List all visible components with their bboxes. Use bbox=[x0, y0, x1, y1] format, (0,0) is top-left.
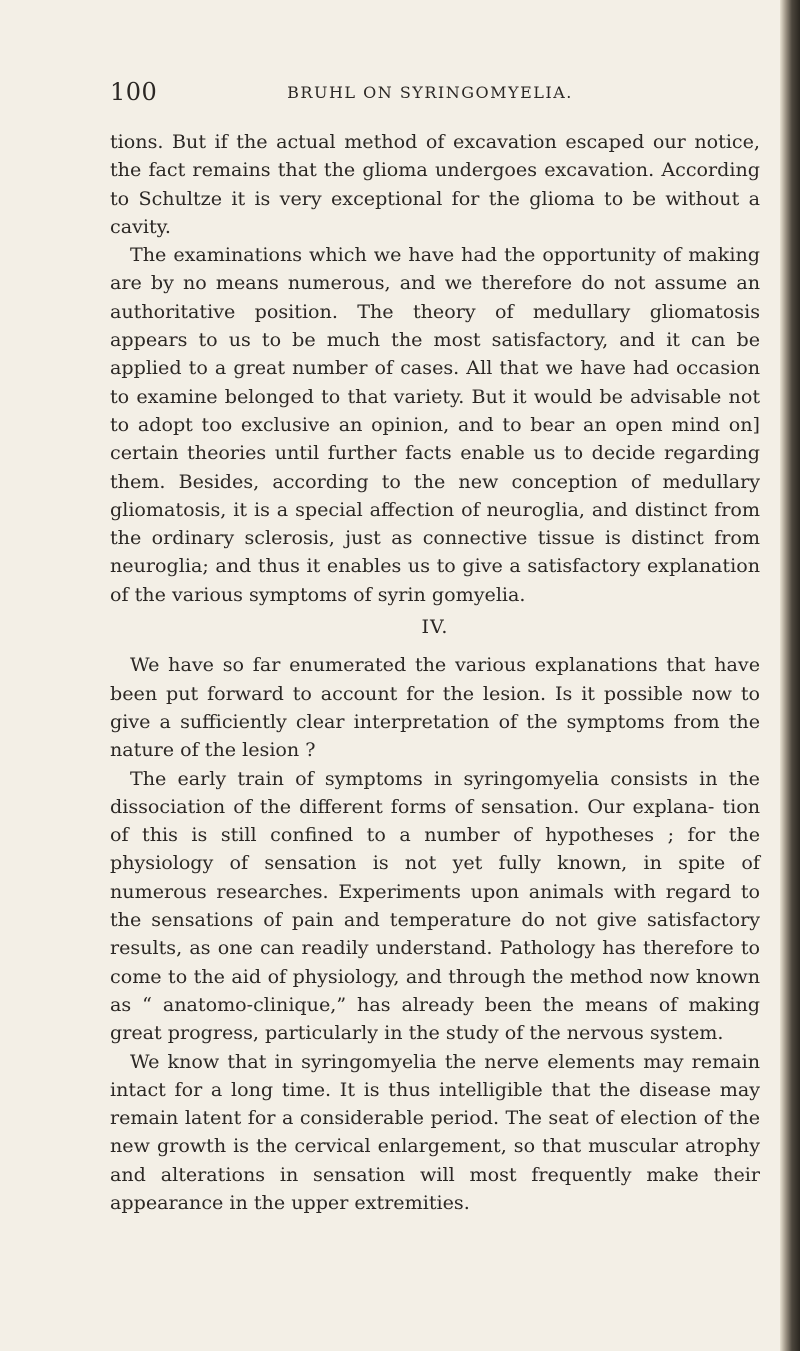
running-title: BRUHL ON SYRINGOMYELIA. bbox=[287, 83, 573, 102]
paragraph-nerve-elements: We know that in syringomyelia the nerve elements may remain intact for a long time. It is thus intelligible that the disease may remain latent for a considerable period. The seat of election of the new growth is the cervical enlargement, so that muscular atrophy and alterations in sensation will most frequently make their appearance in the upper extremities. bbox=[110, 1049, 760, 1214]
paragraph-continuation: tions. But if the actual method of excavation escaped our notice, the fact remains that the glioma undergoes excavation. According to Schultze it is very exceptional for the glioma to be without a cavity. bbox=[110, 130, 760, 238]
paragraph-examinations: The examinations which we have had the opportunity of making are by no means numerous, and we therefore do not assume an authoritative position. The theory of medullary gliomatosis appears to us to be much the most satisfactory, and it can be applied to a great number of cases. All that we have had occasion to examine belonged to that variety. But it would be advisable not to adopt too exclusive an opinion, and to bear an open mind on] certain theories until further facts enable us to decide regarding them. Besides, according to the new conception of medullary gliomatosis, it is a special affection of neuroglia, and distinct from the ordinary sclerosis, just as connective tissue is distinct from neuroglia; and thus it enables us to give a satisfactory explanation of the various symptoms of syrin gomyelia. bbox=[110, 243, 760, 606]
paragraph-early-symptoms: The early train of symptoms in syringomyelia consists in the dissociation of the different forms of sensation. Our explana- tion of this is still confined to a number of hypotheses ; for the physiology of sensation is not yet fully known, in spite of numerous researches. Experiments upon animals with regard to the sensations of pain and temperature do not give satisfactory results, as one can readily understand. Pathology has therefore to come to the aid of physiology, and through the method now known as “ anatomo-clinique,” has already been the means of making great progress, particularly in the study of the nervous system. bbox=[110, 766, 760, 1045]
page-number: 100 bbox=[110, 78, 158, 106]
running-header bbox=[110, 78, 750, 108]
page-binding-edge bbox=[780, 0, 800, 1351]
section-heading-iv: IV. bbox=[421, 616, 449, 639]
paragraph-explanations: We have so far enumerated the various explanations that have been put forward to account for the lesion. Is it possible now to give a sufficiently clear interpretation of the symptoms from the nature of the lesion ? bbox=[110, 653, 760, 762]
body-text bbox=[110, 128, 760, 1217]
